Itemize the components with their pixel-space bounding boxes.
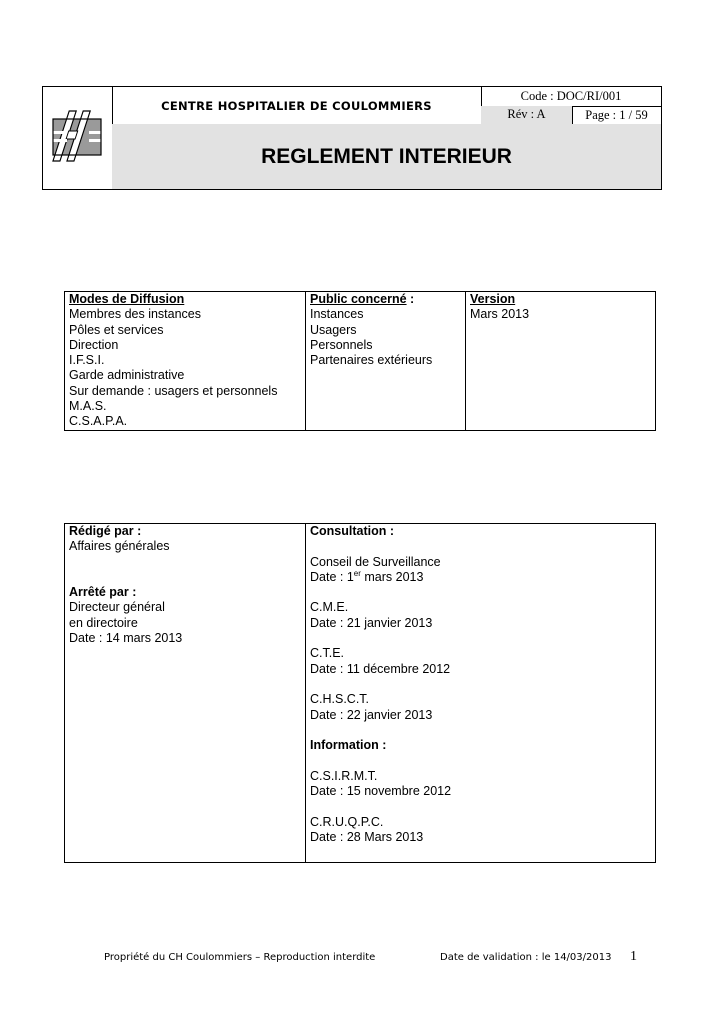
list-item: Membres des instances (69, 307, 202, 322)
consultation-column (306, 524, 656, 863)
redige-heading: Rédigé par : (69, 524, 142, 538)
list-item: Partenaires extérieurs (310, 353, 433, 368)
cruqpc-date: Date : 28 Mars 2013 (310, 829, 424, 844)
list-item: Sur demande : usagers et personnels (69, 383, 278, 398)
chsct-name: C.H.S.C.T. (310, 692, 370, 707)
version-heading: Version (470, 292, 516, 306)
version-value: Mars 2013 (470, 307, 530, 322)
public-heading: Public concerné (310, 292, 407, 306)
information-heading: Information : (310, 738, 387, 753)
hospital-logo-icon (43, 87, 112, 189)
arrete-line: en directoire (69, 615, 138, 630)
footer-property: Propriété du CH Coulommiers – Reproduction interdite (104, 952, 376, 963)
modes-column (65, 292, 306, 431)
footer-validation: Date de validation : le 14/03/2013 (440, 952, 612, 963)
document-title: REGLEMENT INTERIEUR (112, 124, 661, 189)
authors-column (65, 524, 306, 863)
approval-table (64, 523, 656, 863)
organization-name: CENTRE HOSPITALIER DE COULOMMIERS (112, 87, 482, 125)
cte-name: C.T.E. (310, 646, 345, 661)
public-heading-colon: : (406, 292, 415, 306)
revision: Rév : A (481, 106, 573, 125)
list-item: Garde administrative (69, 368, 185, 383)
page-count: Page : 1 / 59 (572, 106, 661, 125)
conseil-date: Date : 1er mars 2013 (310, 568, 424, 584)
chsct-date: Date : 22 janvier 2013 (310, 707, 433, 722)
list-item: I.F.S.I. (69, 353, 105, 368)
document-header (42, 86, 662, 190)
redige-value: Affaires générales (69, 539, 170, 554)
conseil-name: Conseil de Surveillance (310, 554, 441, 569)
arrete-line: Directeur général (69, 600, 165, 615)
csirmt-date: Date : 15 novembre 2012 (310, 784, 452, 799)
modes-heading: Modes de Diffusion (69, 292, 185, 306)
logo-cell (43, 87, 113, 189)
document-code: Code : DOC/RI/001 (481, 87, 661, 107)
list-item: Usagers (310, 322, 357, 337)
page-number: 1 (630, 949, 637, 964)
arrete-heading: Arrêté par : (69, 585, 137, 600)
cme-name: C.M.E. (310, 600, 349, 615)
public-column (306, 292, 466, 431)
list-item: C.S.A.P.A. (69, 414, 128, 429)
cte-date: Date : 11 décembre 2012 (310, 661, 451, 676)
list-item: Direction (69, 337, 119, 352)
arrete-line: Date : 14 mars 2013 (69, 631, 183, 646)
cruqpc-name: C.R.U.Q.P.C. (310, 814, 384, 829)
csirmt-name: C.S.I.R.M.T. (310, 768, 378, 783)
list-item: Pôles et services (69, 322, 164, 337)
diffusion-table (64, 291, 656, 431)
list-item: Personnels (310, 337, 373, 352)
version-column (466, 292, 656, 431)
list-item: M.A.S. (69, 399, 107, 414)
consultation-heading: Consultation : (310, 524, 395, 538)
cme-date: Date : 21 janvier 2013 (310, 615, 433, 630)
list-item: Instances (310, 307, 364, 322)
